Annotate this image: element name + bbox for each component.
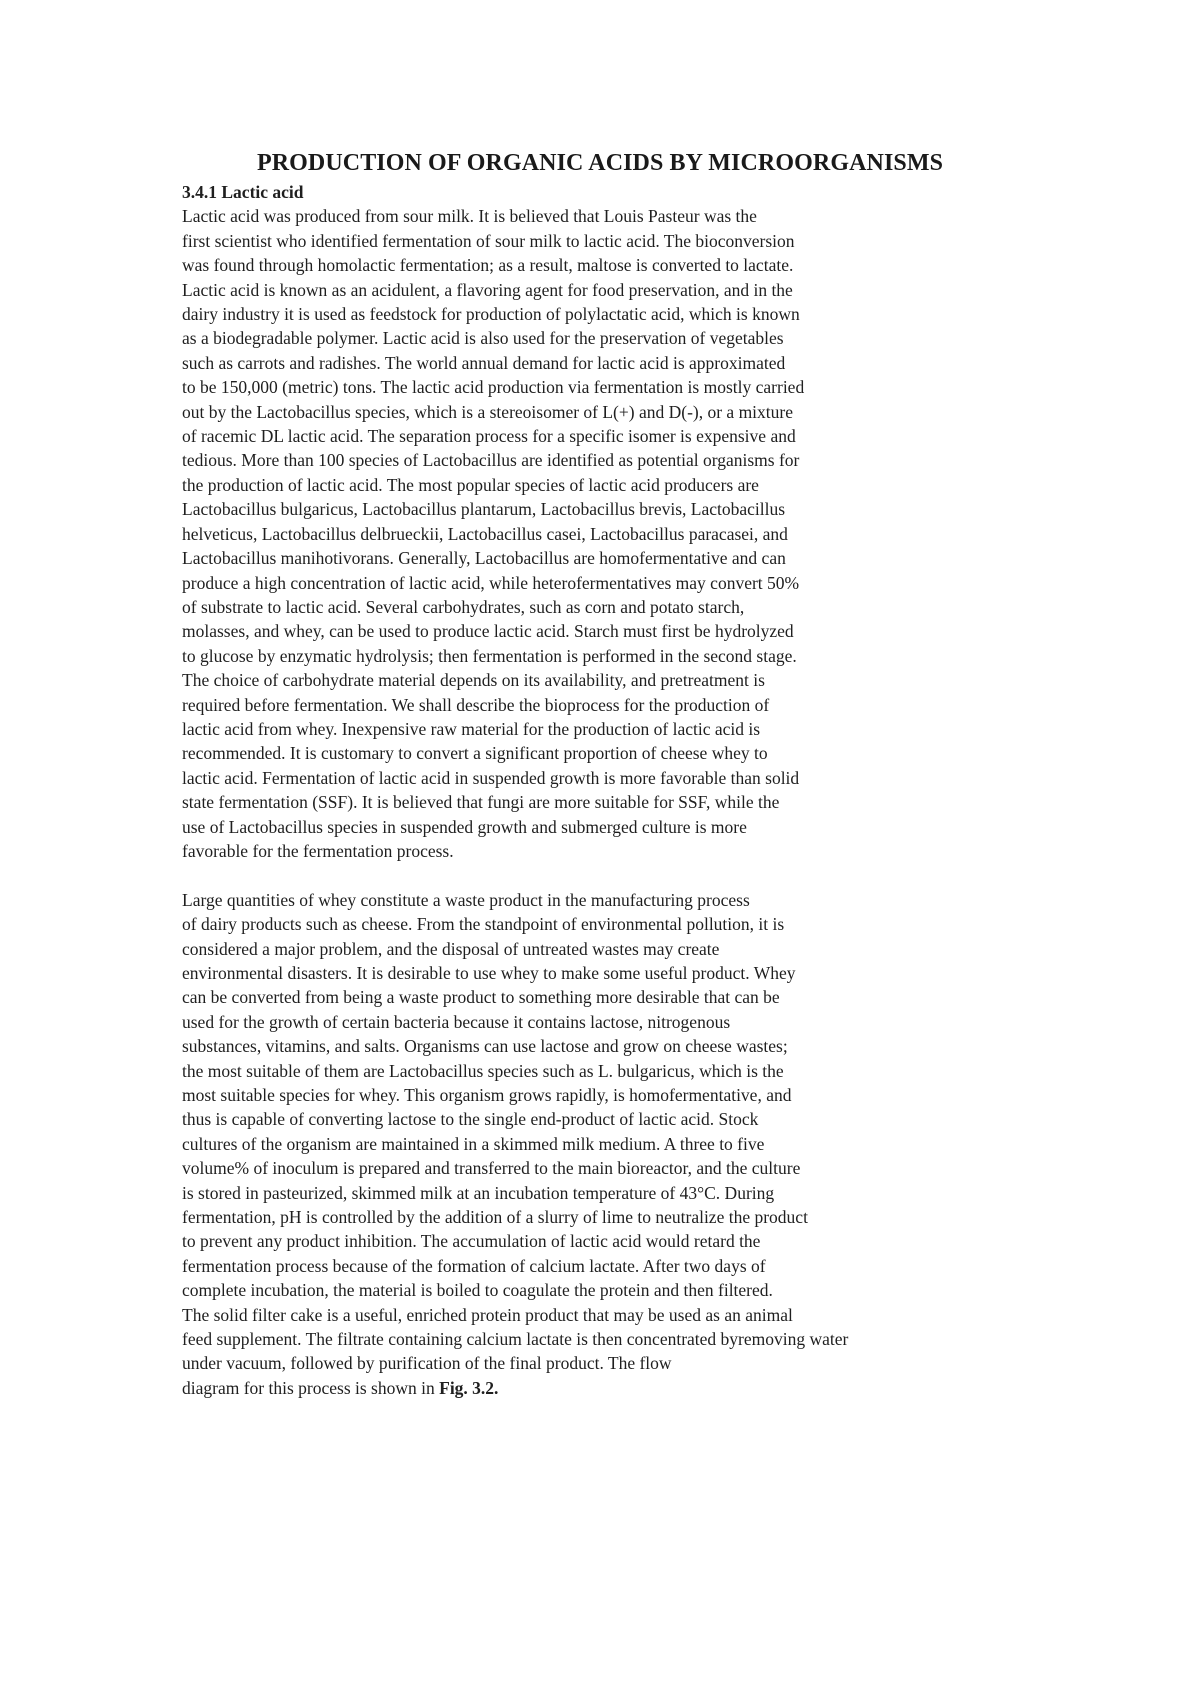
paragraph-2-line: volume% of inoculum is prepared and transferred to the main bioreactor, and the culture	[182, 1158, 801, 1179]
paragraph-2-line: considered a major problem, and the disposal of untreated wastes may create	[182, 938, 720, 959]
paragraph-2-line: cultures of the organism are maintained in a skimmed milk medium. A three to five	[182, 1133, 765, 1154]
paragraph-2-line: can be converted from being a waste product to something more desirable that can be	[182, 987, 780, 1008]
paragraph-1	[182, 204, 1082, 863]
paragraph-gap	[182, 863, 1082, 887]
paragraph-1-line: The choice of carbohydrate material depends on its availability, and pretreatment is	[182, 670, 765, 691]
paragraph-1-line: lactic acid. Fermentation of lactic acid in suspended growth is more favorable than solid	[182, 767, 800, 788]
document-title: PRODUCTION OF ORGANIC ACIDS BY MICROORGANISMS	[256, 150, 944, 176]
paragraph-2-line: fermentation process because of the formation of calcium lactate. After two days of	[182, 1255, 766, 1276]
paragraph-1-line: the production of lactic acid. The most popular species of lactic acid producers are	[182, 474, 759, 495]
paragraph-2-line: feed supplement. The filtrate containing calcium lactate is then concentrated byremoving water	[182, 1329, 849, 1350]
paragraph-2-last-line	[182, 1376, 1082, 1400]
paragraph-1-line: helveticus, Lactobacillus delbrueckii, Lactobacillus casei, Lactobacillus paracasei, and	[182, 523, 788, 544]
paragraph-2-line: environmental disasters. It is desirable to use whey to make some useful product. Whey	[182, 962, 796, 983]
paragraph-2-line: most suitable species for whey. This organism grows rapidly, is homofermentative, and	[182, 1085, 792, 1106]
paragraph-2-line: under vacuum, followed by purification of the final product. The flow	[182, 1353, 672, 1374]
paragraph-1-line: of racemic DL lactic acid. The separation process for a specific isomer is expensive and	[182, 426, 796, 447]
paragraph-1-line: as a biodegradable polymer. Lactic acid is also used for the preservation of vegetables	[182, 328, 784, 349]
paragraph-1-line: lactic acid from whey. Inexpensive raw material for the production of lactic acid is	[182, 718, 761, 739]
paragraph-1-line: first scientist who identified fermentation of sour milk to lactic acid. The bioconversion	[182, 230, 795, 251]
paragraph-2-line: used for the growth of certain bacteria because it contains lactose, nitrogenous	[182, 1011, 731, 1032]
paragraph-1-line: of substrate to lactic acid. Several carbohydrates, such as corn and potato starch,	[182, 596, 745, 617]
paragraph-1-line: state fermentation (SSF). It is believed that fungi are more suitable for SSF, while the	[182, 792, 780, 813]
paragraph-1-line: dairy industry it is used as feedstock for production of polylactatic acid, which is known	[182, 304, 800, 325]
paragraph-2-line: Large quantities of whey constitute a waste product in the manufacturing process	[182, 889, 750, 910]
paragraph-2-line: is stored in pasteurized, skimmed milk at an incubation temperature of 43°C. During	[182, 1182, 775, 1203]
paragraph-1-line: such as carrots and radishes. The world annual demand for lactic acid is approximated	[182, 352, 786, 373]
paragraph-2-line: The solid filter cake is a useful, enriched protein product that may be used as an animal	[182, 1304, 793, 1325]
paragraph-1-line: use of Lactobacillus species in suspended growth and submerged culture is more	[182, 816, 747, 837]
paragraph-1-line: was found through homolactic fermentation; as a result, maltose is converted to lactate.	[182, 255, 794, 276]
document-body	[182, 180, 1082, 1400]
figure-reference: Fig. 3.2.	[439, 1377, 499, 1398]
paragraph-2-line: of dairy products such as cheese. From the standpoint of environmental pollution, it is	[182, 914, 785, 935]
paragraph-1-line: Lactobacillus bulgaricus, Lactobacillus plantarum, Lactobacillus brevis, Lactobacillus	[182, 499, 786, 520]
paragraph-2-line: fermentation, pH is controlled by the addition of a slurry of lime to neutralize the product	[182, 1207, 808, 1228]
paragraph-1-line: favorable for the fermentation process.	[182, 840, 454, 861]
paragraph-1-line: required before fermentation. We shall describe the bioprocess for the production of	[182, 694, 770, 715]
paragraph-2	[182, 888, 1082, 1376]
paragraph-1-line: Lactobacillus manihotivorans. Generally, Lactobacillus are homofermentative and can	[182, 548, 786, 569]
paragraph-1-line: molasses, and whey, can be used to produce lactic acid. Starch must first be hydrolyzed	[182, 621, 794, 642]
paragraph-2-line: the most suitable of them are Lactobacillus species such as L. bulgaricus, which is the	[182, 1060, 784, 1081]
paragraph-1-line: tedious. More than 100 species of Lactobacillus are identified as potential organisms for	[182, 450, 800, 471]
paragraph-1-line: produce a high concentration of lactic acid, while heterofermentatives may convert 50%	[182, 572, 800, 593]
paragraph-2-line: complete incubation, the material is boiled to coagulate the protein and then filtered.	[182, 1280, 773, 1301]
paragraph-2-line: to prevent any product inhibition. The accumulation of lactic acid would retard the	[182, 1231, 761, 1252]
paragraph-1-line: Lactic acid is known as an acidulent, a flavoring agent for food preservation, and in the	[182, 279, 793, 300]
paragraph-2-line: thus is capable of converting lactose to the single end-product of lactic acid. Stock	[182, 1109, 759, 1130]
last-line-text: diagram for this process is shown in	[182, 1377, 440, 1398]
paragraph-1-line: to be 150,000 (metric) tons. The lactic acid production via fermentation is mostly carried	[182, 377, 805, 398]
section-heading: 3.4.1 Lactic acid	[182, 182, 304, 202]
paragraph-1-line: to glucose by enzymatic hydrolysis; then fermentation is performed in the second stage.	[182, 645, 797, 666]
paragraph-1-line: out by the Lactobacillus species, which is a stereoisomer of L(+) and D(-), or a mixture	[182, 401, 793, 422]
paragraph-2-line: substances, vitamins, and salts. Organisms can use lactose and grow on cheese wastes;	[182, 1036, 788, 1057]
paragraph-1-line: recommended. It is customary to convert a significant proportion of cheese whey to	[182, 743, 768, 764]
paragraph-1-line: Lactic acid was produced from sour milk. It is believed that Louis Pasteur was the	[182, 206, 757, 227]
